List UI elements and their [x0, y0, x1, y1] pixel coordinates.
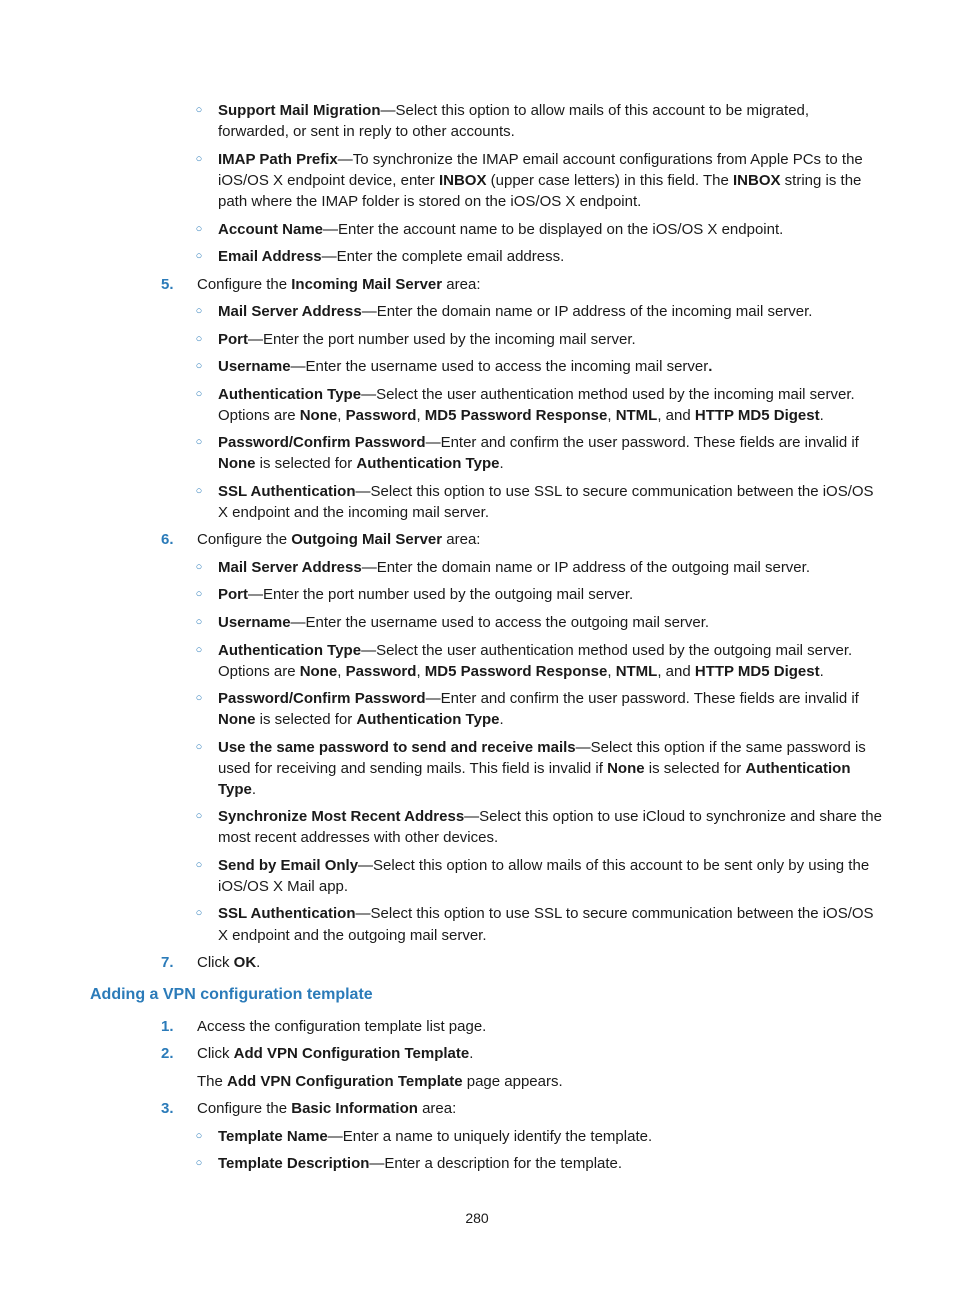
bullet-icon: ○ [195, 153, 203, 165]
step-7: 7. Click OK. [161, 954, 261, 971]
list-item: ○ Use the same password to send and receive mails—Select this option if the same password is [0, 737, 954, 758]
option-label: SSL Authentication [218, 483, 356, 500]
list-item: ○ Template Description—Enter a description for the template. [0, 1153, 954, 1174]
bullet-icon: ○ [195, 223, 203, 235]
list-item: ○ Password/Confirm Password—Enter and confirm the user password. These fields are invalid if [0, 688, 954, 709]
option-label: Password/Confirm Password [218, 690, 426, 707]
bullet-icon: ○ [195, 305, 203, 317]
bullet-icon: ○ [195, 250, 203, 262]
list-item: ○ Username—Enter the username used to access the incoming mail server. [0, 356, 954, 377]
list-item: ○ Password/Confirm Password—Enter and confirm the user password. These fields are invalid if [0, 432, 954, 453]
list-item-continuation: X endpoint and the incoming mail server. [218, 504, 489, 521]
bullet-icon: ○ [195, 616, 203, 628]
option-label: Password/Confirm Password [218, 434, 426, 451]
option-label: Template Name [218, 1128, 328, 1145]
list-item-continuation: None is selected for Authentication Type. [218, 711, 504, 728]
step-5: 5. Configure the Incoming Mail Server area: [161, 276, 481, 293]
list-item-continuation: X endpoint and the outgoing mail server. [218, 927, 487, 944]
option-label: Authentication Type [218, 386, 362, 403]
list-item: ○ Template Name—Enter a name to uniquely identify the template. [0, 1126, 954, 1147]
list-item-continuation: path where the IMAP folder is stored on the iOS/OS X endpoint. [218, 193, 642, 210]
list-item: ○ Username—Enter the username used to access the outgoing mail server. [0, 612, 954, 633]
option-label: Send by Email Only [218, 857, 359, 874]
option-label: Mail Server Address [218, 303, 362, 320]
option-label: Username [218, 614, 291, 631]
list-item: ○ Email Address—Enter the complete email address. [0, 246, 954, 267]
page-number: 280 [465, 1210, 489, 1226]
step-number: 6. [161, 531, 174, 548]
list-item-continuation: Options are None, Password, MD5 Password Response, NTML, and HTTP MD5 Digest. [218, 407, 824, 424]
list-item: ○ Send by Email Only—Select this option to allow mails of this account to be sent only by using the [0, 855, 954, 876]
bullet-icon: ○ [195, 561, 203, 573]
option-label: Template Description [218, 1155, 370, 1172]
vpn-step-2-note: The Add VPN Configuration Template page appears. [197, 1073, 563, 1090]
vpn-step-1: 1. Access the configuration template list page. [161, 1018, 487, 1035]
bullet-icon: ○ [195, 907, 203, 919]
option-label: Port [218, 331, 248, 348]
step-number: 1. [161, 1018, 174, 1035]
list-item: ○ Support Mail Migration—Select this option to allow mails of this account to be migrated, [0, 100, 954, 121]
bullet-icon: ○ [195, 692, 203, 704]
option-label: SSL Authentication [218, 905, 356, 922]
step-number: 7. [161, 954, 174, 971]
list-item: ○ SSL Authentication—Select this option to use SSL to secure communication between the iOS/OS [0, 903, 954, 924]
list-item: ○ Mail Server Address—Enter the domain name or IP address of the outgoing mail server. [0, 557, 954, 578]
option-label: Support Mail Migration [218, 102, 381, 119]
list-item-continuation: iOS/OS X endpoint device, enter INBOX (upper case letters) in this field. The INBOX string is the [218, 172, 862, 189]
list-item: ○ Account Name—Enter the account name to be displayed on the iOS/OS X endpoint. [0, 219, 954, 240]
bullet-icon: ○ [195, 1130, 203, 1142]
list-item: ○ Port—Enter the port number used by the incoming mail server. [0, 329, 954, 350]
list-item: ○ Synchronize Most Recent Address—Select this option to use iCloud to synchronize and share the [0, 806, 954, 827]
bullet-icon: ○ [195, 388, 203, 400]
bullet-icon: ○ [195, 1157, 203, 1169]
option-label: Use the same password to send and receive mails [218, 739, 576, 756]
bullet-icon: ○ [195, 588, 203, 600]
option-label: Port [218, 586, 248, 603]
section-heading: Adding a VPN configuration template [90, 986, 373, 1003]
vpn-step-2: 2. Click Add VPN Configuration Template. [161, 1045, 474, 1062]
bullet-icon: ○ [195, 333, 203, 345]
bullet-icon: ○ [195, 810, 203, 822]
bullet-icon: ○ [195, 436, 203, 448]
list-item-continuation: Options are None, Password, MD5 Password Response, NTML, and HTTP MD5 Digest. [218, 663, 824, 680]
option-label: Account Name [218, 221, 324, 238]
bullet-icon: ○ [195, 859, 203, 871]
step-number: 2. [161, 1045, 174, 1062]
bullet-icon: ○ [195, 360, 203, 372]
list-item-continuation: iOS/OS X Mail app. [218, 878, 349, 895]
option-label: Mail Server Address [218, 559, 362, 576]
bullet-icon: ○ [195, 644, 203, 656]
option-label: Username [218, 358, 291, 375]
step-number: 5. [161, 276, 174, 293]
bullet-icon: ○ [195, 485, 203, 497]
list-item: ○ SSL Authentication—Select this option to use SSL to secure communication between the iOS/OS [0, 481, 954, 502]
option-label: IMAP Path Prefix [218, 151, 338, 168]
list-item: ○ Authentication Type—Select the user authentication method used by the outgoing mail server. [0, 640, 954, 661]
bullet-icon: ○ [195, 741, 203, 753]
step-number: 3. [161, 1100, 174, 1117]
list-item: ○ Authentication Type—Select the user authentication method used by the incoming mail server. [0, 384, 954, 405]
list-item: ○ IMAP Path Prefix—To synchronize the IMAP email account configurations from Apple PCs to the [0, 149, 954, 170]
option-label: Authentication Type [218, 642, 362, 659]
list-item-continuation: None is selected for Authentication Type. [218, 455, 504, 472]
list-item-continuation: most recent addresses with other devices. [218, 829, 499, 846]
list-item-continuation: used for receiving and sending mails. This field is invalid if None is selected for Authentication [218, 760, 851, 777]
option-label: Synchronize Most Recent Address [218, 808, 465, 825]
bullet-icon: ○ [195, 104, 203, 116]
list-item-continuation: Type. [218, 781, 257, 798]
list-item-continuation: forwarded, or sent in reply to other accounts. [218, 123, 515, 140]
vpn-step-3: 3. Configure the Basic Information area: [161, 1100, 457, 1117]
option-label: Email Address [218, 248, 322, 265]
list-item: ○ Mail Server Address—Enter the domain name or IP address of the incoming mail server. [0, 301, 954, 322]
step-6: 6. Configure the Outgoing Mail Server area: [161, 531, 481, 548]
list-item: ○ Port—Enter the port number used by the outgoing mail server. [0, 584, 954, 605]
